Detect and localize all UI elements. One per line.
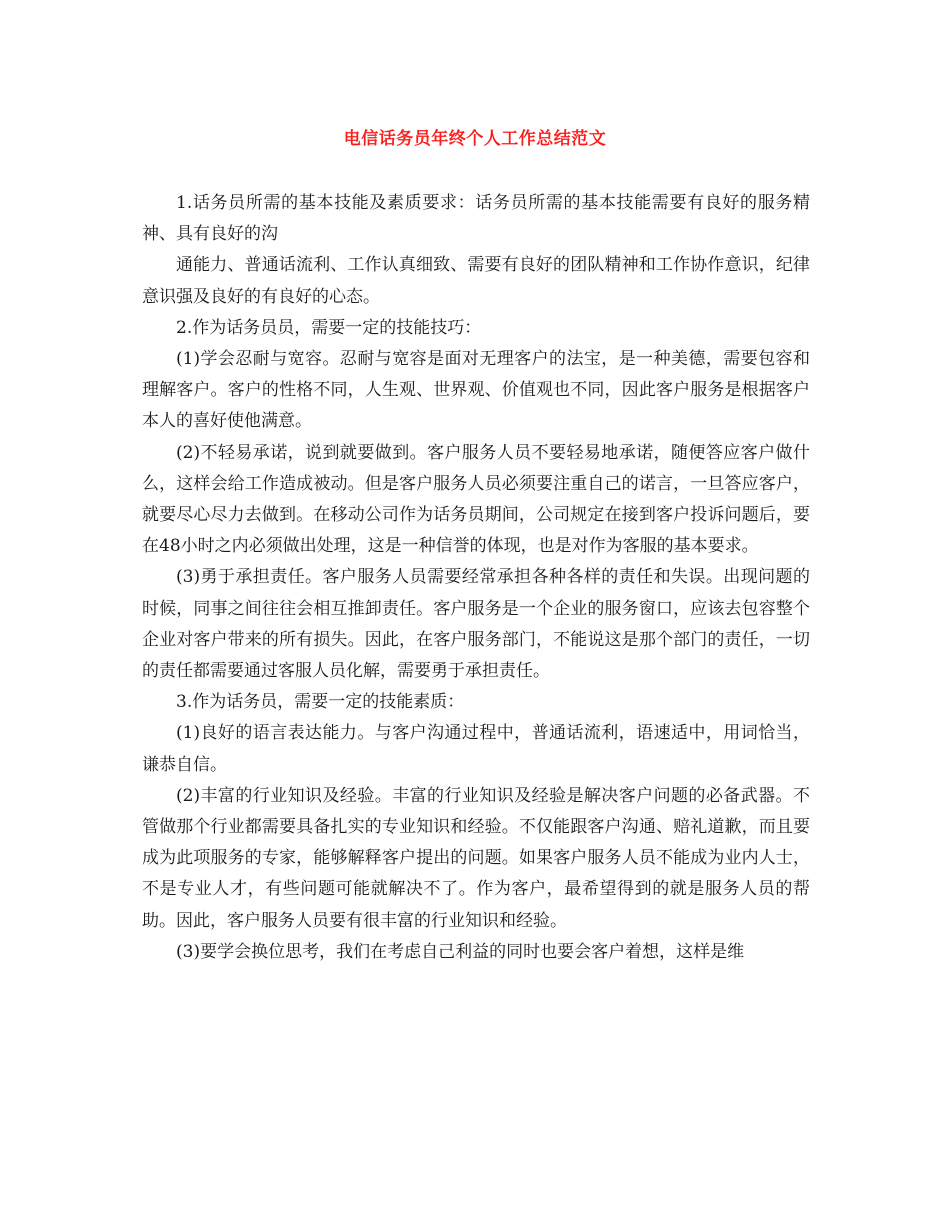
paragraph: (2)不轻易承诺，说到就要做到。客户服务人员不要轻易地承诺，随便答应客户做什么，这样会给工作造成被动。但是客户服务人员必须要注重自己的诺言，一旦答应客户，就要尽心尽力去做到。在移动公司作为话务员期间，公司规定在接到客户投诉问题后，要在48小时之内必须做出处理，这是一种信誉的体现，也是对作为客服的基本要求。 [142, 442, 810, 557]
paragraph: (3)勇于承担责任。客户服务人员需要经常承担各种各样的责任和失误。出现问题的时候，同事之间往往会相互推卸责任。客户服务是一个企业的服务窗口，应该去包容整个企业对客户带来的所有损失。因此，在客户服务部门，不能说这是那个部门的责任，一切的责任都需要通过客服人员化解，需要勇于承担责任。 [142, 567, 810, 682]
document-title: 电信话务员年终个人工作总结范文 [343, 129, 607, 149]
paragraph: 通能力、普通话流利、工作认真细致、需要有良好的团队精神和工作协作意识，纪律意识强及良好的有良好的心态。 [142, 255, 810, 307]
paragraph: (1)良好的语言表达能力。与客户沟通过程中，普通话流利，语速适中，用词恰当，谦恭自信。 [142, 723, 810, 775]
paragraph: 1.话务员所需的基本技能及素质要求：话务员所需的基本技能需要有良好的服务精神、具有良好的沟 [142, 193, 810, 245]
paragraph: (2)丰富的行业知识及经验。丰富的行业知识及经验是解决客户问题的必备武器。不管做那个行业都需要具备扎实的专业知识和经验。不仅能跟客户沟通、赔礼道歉，而且要成为此项服务的专家，能够解释客户提出的问题。如果客户服务人员不能成为业内人士，不是专业人才，有些问题可能就解决不了。作为客户，最希望得到的就是服务人员的帮助。因此，客户服务人员要有很丰富的行业知识和经验。 [142, 785, 810, 931]
paragraph: 2.作为话务员员，需要一定的技能技巧： [176, 317, 482, 338]
paragraph: (1)学会忍耐与宽容。忍耐与宽容是面对无理客户的法宝，是一种美德，需要包容和理解客户。客户的性格不同，人生观、世界观、价值观也不同，因此客户服务是根据客户本人的喜好使他满意。 [142, 349, 810, 432]
document-body [142, 188, 810, 968]
paragraph: 3.作为话务员，需要一定的技能素质： [176, 692, 465, 713]
paragraph: (3)要学会换位思考，我们在考虑自己利益的同时也要会客户着想，这样是维 [176, 941, 745, 962]
